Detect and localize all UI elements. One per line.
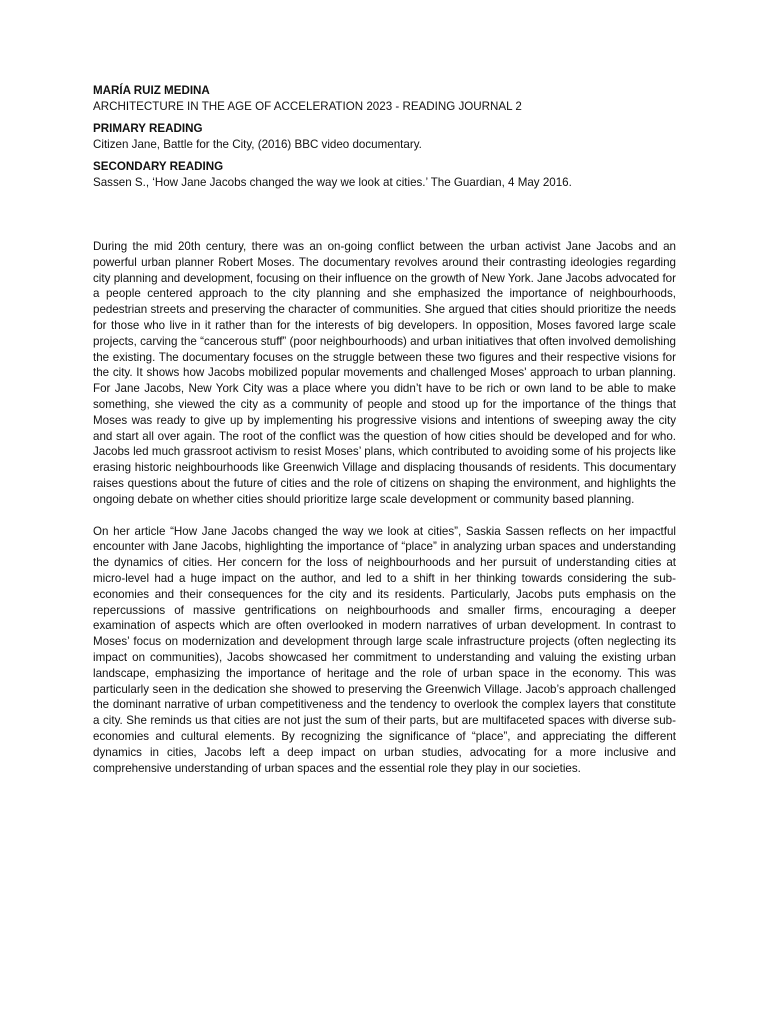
author-name: MARÍA RUIZ MEDINA (93, 84, 210, 97)
course-title: ARCHITECTURE IN THE AGE OF ACCELERATION 2023 - READING JOURNAL 2 (93, 100, 522, 113)
primary-reading-heading: PRIMARY READING (93, 122, 203, 135)
primary-reading-citation: Citizen Jane, Battle for the City, (2016) BBC video documentary. (93, 138, 422, 151)
secondary-reading-heading: SECONDARY READING (93, 160, 224, 173)
paragraph-article: On her article “How Jane Jacobs changed the way we look at cities”, Saskia Sassen reflects on her impactful encounter with Jane Jacobs, highlighting the importance of “place” in analyzing urban spaces and understanding the dynamics of cities. Her concern for the loss of neighbourhoods and her pursuit of understanding cities at micro-level had a huge impact on the author, and led to a shift in her thinking towards considering the sub-economies and their consequences for the city and its residents. Particularly, Jacobs puts emphasis on the repercussions of massive gentrifications on neighbourhoods and smaller firms, encouraging a deeper examination of aspects which are often overlooked in modern narratives of urban development. In contrast to Moses’ focus on modernization and development through large scale infrastructure projects (often neglecting its impact on communities), Jacobs showcased her commitment to understanding and valuing the existing urban landscape, emphasizing the importance of heritage and the role of urban space in the economy. This was particularly seen in the dedication she showed to preserving the Greenwich Village. Jacob’s approach challenged the dominant narrative of urban competitiveness and the tendency to overlook the complex layers that constitute a city. She reminds us that cities are not just the sum of their parts, but are multifaceted spaces with diverse sub-economies and cultural elements. By recognizing the significance of “place”, and appreciating the different dynamics in cities, Jacobs left a deep impact on urban studies, advocating for a more inclusive and comprehensive understanding of urban spaces and the essential role they play in our societies. (93, 524, 676, 775)
journal-body (93, 239, 676, 776)
document-page (93, 83, 676, 776)
secondary-reading-citation: Sassen S., ‘How Jane Jacobs changed the way we look at cities.’ The Guardian, 4 May 2016. (93, 176, 572, 189)
paragraph-documentary: During the mid 20th century, there was an on-going conflict between the urban activist Jane Jacobs and an powerful urban planner Robert Moses. The documentary revolves around their contrasting ideologies regarding city planning and development, focusing on their influence on the growth of New York. Jane Jacobs advocated for a people centered approach to the city planning and she emphasized the importance of neighbourhoods, pedestrian streets and preserving the character of communities. She argued that cities should prioritize the needs for those who live in it rather than for the interests of big developers. In opposition, Moses favored large scale projects, carving the “cancerous stuff” (poor neighbourhoods) and urban initiatives that often involved demolishing the existing. The documentary focuses on the struggle between these two figures and their respective visions for the city. It shows how Jacobs mobilized popular movements and challenged Moses' approach to urban planning. For Jane Jacobs, New York City was a place where you didn’t have to be rich or own land to be able to make something, she viewed the city as a community of people and stood up for the importance of the things that Moses was ready to give up by implementing his progressive visions and intentions of sweeping away the city and start all over again. The root of the conflict was the question of how cities should be developed and for who. Jacobs led much grassroot activism to resist Moses’ plans, which contributed to avoiding some of his projects like erasing historic neighbourhoods like Greenwich Village and displacing thousands of residents. This documentary raises questions about the future of cities and the role of citizens on shaping the environment, and highlights the ongoing debate on whether cities should prioritize large scale development or community based planning. (93, 240, 676, 506)
document-header (93, 83, 676, 191)
